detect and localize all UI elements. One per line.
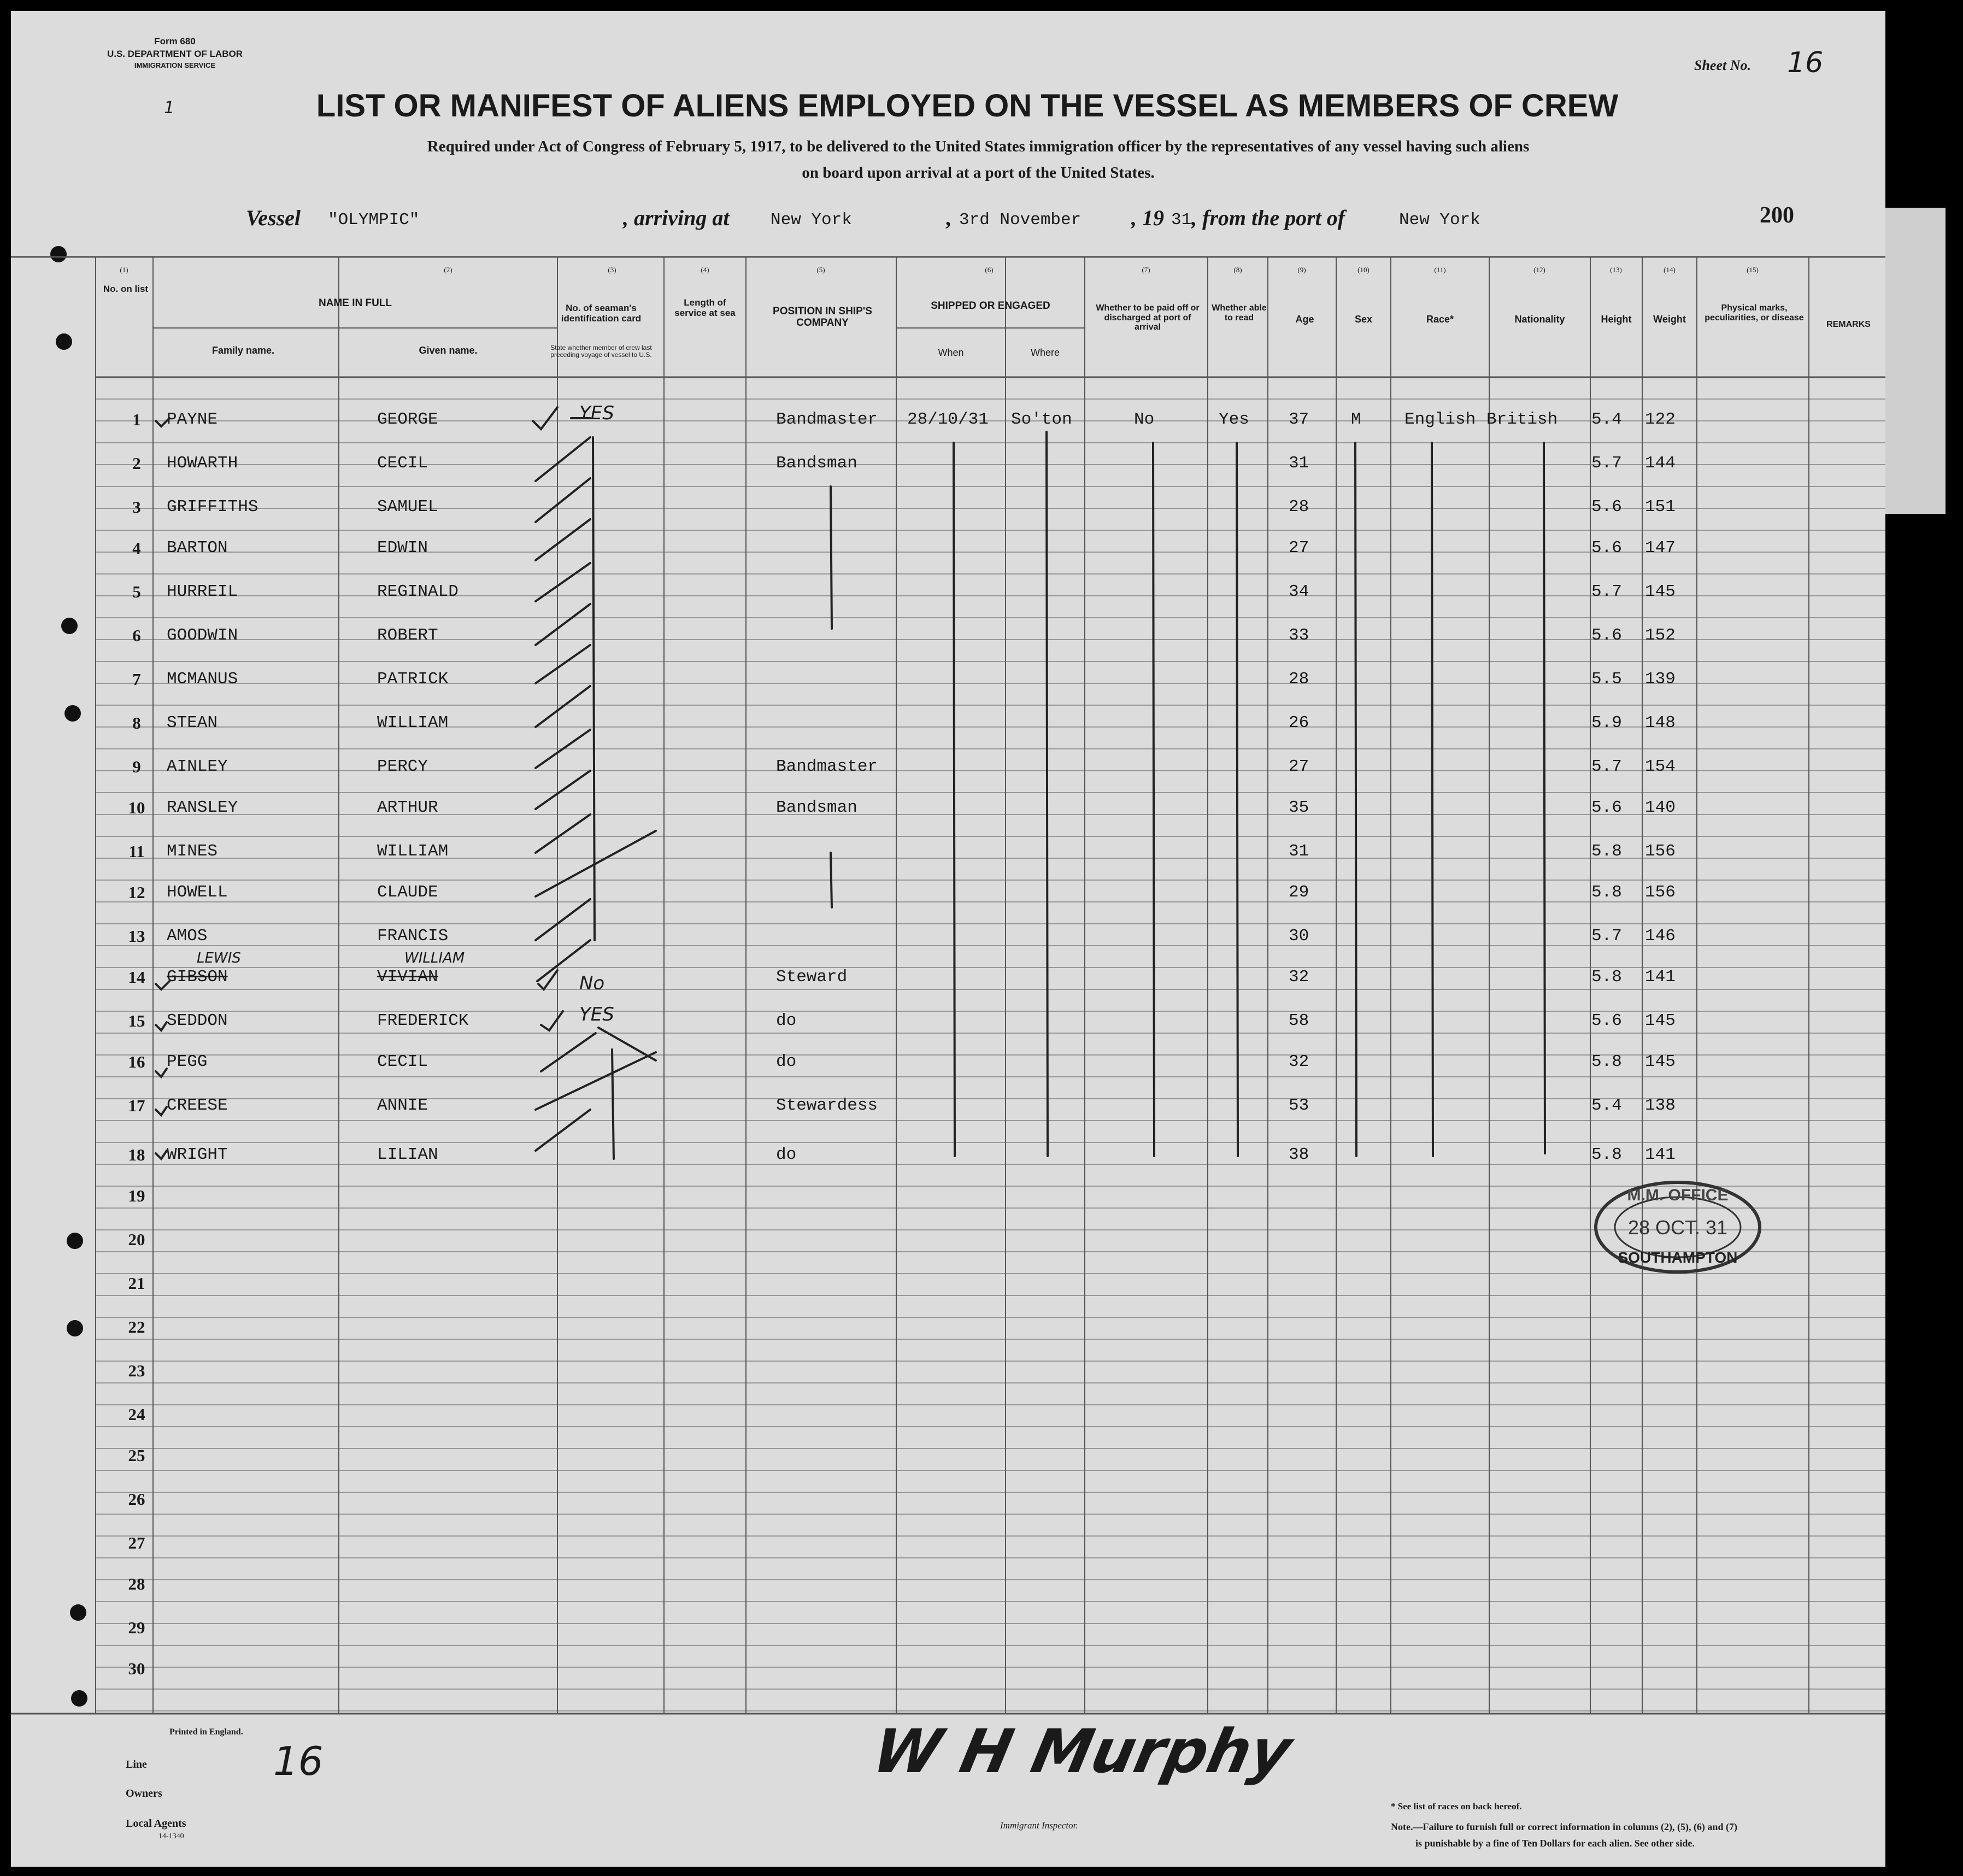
- column-number: (5): [816, 266, 825, 274]
- stamp-top: M.M. OFFICE: [1627, 1186, 1729, 1204]
- cell-read: Yes: [1219, 410, 1249, 429]
- column-number: (13): [1610, 266, 1622, 274]
- row-number: 6: [132, 626, 141, 645]
- sheet-label: Sheet No.: [1694, 57, 1751, 73]
- cell-height: 5.8: [1591, 1052, 1622, 1071]
- stamp-bottom: SOUTHAMPTON: [1618, 1249, 1738, 1266]
- year-suffix: 31: [1171, 210, 1192, 230]
- row-number: 19: [128, 1186, 145, 1205]
- department: U.S. DEPARTMENT OF LABOR: [107, 48, 243, 59]
- cell-weight: 122: [1645, 410, 1676, 429]
- header-id-card: No. of seaman's identification card: [561, 303, 642, 324]
- cell-family: AINLEY: [167, 757, 228, 776]
- cell-age: 31: [1289, 454, 1309, 473]
- cell-given: EDWIN: [377, 538, 428, 558]
- page-title: LIST OR MANIFEST OF ALIENS EMPLOYED ON THE VESSEL AS MEMBERS OF CREW: [316, 88, 1619, 124]
- cell-age: 34: [1289, 582, 1309, 601]
- row-number: 8: [132, 713, 141, 732]
- column-number: (1): [120, 266, 128, 274]
- cell-paid: No: [1134, 410, 1155, 429]
- cell-family: BARTON: [167, 538, 228, 558]
- header-position: POSITION IN SHIP'S COMPANY: [773, 306, 872, 329]
- row-number: 30: [128, 1659, 145, 1678]
- line-label: Line: [126, 1758, 147, 1771]
- cell-height: 5.6: [1591, 798, 1622, 817]
- column-number: (3): [608, 266, 616, 274]
- column-number: (11): [1434, 266, 1446, 274]
- cell-position: Stewardess: [776, 1096, 878, 1115]
- cell-height: 5.7: [1591, 582, 1622, 601]
- cell-weight: 152: [1645, 626, 1676, 645]
- cell-weight: 141: [1645, 968, 1676, 987]
- row-number: 1: [132, 410, 141, 429]
- cell-family: CREESE: [167, 1096, 228, 1115]
- cell-weight: 154: [1645, 757, 1676, 776]
- year-prefix: , 19: [1131, 206, 1164, 230]
- row-number: 20: [128, 1230, 145, 1249]
- column-number: (7): [1142, 266, 1150, 274]
- sheet-number: 16: [1787, 46, 1824, 79]
- cell-position: Bandsman: [776, 454, 857, 473]
- column-number: (10): [1357, 266, 1370, 274]
- stamp-date: 28 OCT. 31: [1627, 1216, 1728, 1239]
- cell-height: 5.7: [1591, 757, 1622, 776]
- cell-height: 5.7: [1591, 454, 1622, 473]
- cell-age: 26: [1289, 713, 1309, 732]
- top-mark: 1: [164, 98, 175, 118]
- cell-height: 5.6: [1591, 1011, 1622, 1030]
- header-shipped: SHIPPED OR ENGAGED: [931, 300, 1050, 312]
- cell-family: SEDDON: [167, 1011, 228, 1030]
- cell-given: FREDERICK: [377, 1011, 469, 1030]
- cell-height: 5.7: [1591, 927, 1622, 946]
- row-number: 28: [128, 1574, 145, 1593]
- cell-age: 28: [1289, 670, 1309, 689]
- cell-sex: M: [1351, 410, 1361, 429]
- cell-height: 5.4: [1591, 410, 1622, 429]
- printed-in: Printed in England.: [169, 1727, 243, 1737]
- paper-tab-edge: [1885, 208, 1946, 514]
- cell-given: CLAUDE: [377, 883, 438, 902]
- fine-note-2: is punishable by a fine of Ten Dollars for each alien. See other side.: [1415, 1838, 1695, 1849]
- column-number: (15): [1747, 266, 1759, 274]
- row-number: 5: [132, 582, 141, 601]
- cell-given: SAMUEL: [377, 497, 438, 517]
- cell-height: 5.6: [1591, 538, 1622, 558]
- cell-position: do: [776, 1052, 797, 1071]
- cell-family: AMOS: [167, 927, 208, 946]
- column-number: (12): [1533, 266, 1545, 274]
- cell-given: REGINALD: [377, 582, 459, 601]
- cell-given: WILLIAM: [377, 713, 449, 732]
- cell-age: 37: [1289, 410, 1309, 429]
- cell-race: English: [1404, 410, 1476, 429]
- cell-family: HOWELL: [167, 883, 228, 902]
- row-number: 21: [128, 1274, 145, 1293]
- row-number: 10: [128, 798, 145, 817]
- cell-family: MCMANUS: [167, 670, 238, 689]
- header-height: Height: [1601, 314, 1632, 325]
- subtitle-line1: Required under Act of Congress of February 5, 1917, to be delivered to the United States immigration officer by the representatives of any vessel having such aliens: [427, 138, 1530, 155]
- header-paid-off: Whether to be paid off or discharged at port of arrival: [1096, 303, 1200, 332]
- cell-family: PEGG: [167, 1052, 208, 1071]
- cell-age: 38: [1289, 1145, 1309, 1164]
- cell-weight: 148: [1645, 713, 1676, 732]
- cell-family: HOWARTH: [167, 454, 238, 473]
- form-number: Form 680: [154, 36, 196, 46]
- cell-given: ROBERT: [377, 626, 438, 645]
- form-code: 14-1340: [158, 1832, 184, 1840]
- row-number: 25: [128, 1446, 145, 1465]
- cell-weight: 140: [1645, 798, 1676, 817]
- arrival-date: 3rd November: [959, 210, 1082, 230]
- column-number: (4): [701, 266, 709, 274]
- cell-family: PAYNE: [167, 410, 218, 429]
- cell-age: 30: [1289, 927, 1309, 946]
- cell-age: 33: [1289, 626, 1309, 645]
- header-family-name: Family name.: [211, 345, 275, 356]
- header-name-in-full: NAME IN FULL: [318, 297, 392, 309]
- header-when: When: [938, 347, 964, 358]
- cell-given: GEORGE: [377, 410, 438, 429]
- vessel-name: "OLYMPIC": [328, 210, 420, 230]
- row-number: 17: [128, 1096, 145, 1115]
- cell-family: GRIFFITHS: [167, 497, 258, 517]
- row-number: 23: [128, 1361, 145, 1380]
- cell-age: 27: [1289, 538, 1309, 558]
- subtitle-line2: on board upon arrival at a port of the United States.: [802, 164, 1155, 181]
- manifest-number: 200: [1760, 203, 1794, 228]
- cell-family: GIBSON: [167, 968, 228, 987]
- row-number: 27: [128, 1533, 145, 1552]
- header-sex: Sex: [1354, 314, 1373, 325]
- header-able-read: Whether able to read: [1212, 303, 1267, 323]
- column-number: (2): [444, 266, 452, 274]
- service: IMMIGRATION SERVICE: [134, 61, 216, 69]
- row-number: 2: [132, 454, 141, 473]
- fine-note-1: Note.—Failure to furnish full or correct information in columns (2), (5), (6) and (7): [1391, 1821, 1737, 1832]
- row-number: 26: [128, 1490, 145, 1509]
- handwritten-line-number: 16: [273, 1738, 324, 1784]
- cell-weight: 144: [1645, 454, 1676, 473]
- cell-age: 35: [1289, 798, 1309, 817]
- row-number: 13: [128, 927, 145, 946]
- header-given-name: Given name.: [419, 345, 478, 356]
- column-number: (9): [1297, 266, 1306, 274]
- cell-height: 5.8: [1591, 1145, 1622, 1164]
- cell-weight: 139: [1645, 670, 1676, 689]
- header-weight: Weight: [1653, 314, 1686, 325]
- cell-position: Steward: [776, 968, 848, 987]
- column-number: (14): [1664, 266, 1676, 274]
- cell-when: 28/10/31: [907, 410, 989, 429]
- cell-age: 28: [1289, 497, 1309, 517]
- cell-position: do: [776, 1145, 797, 1164]
- cell-given: WILLIAM: [377, 842, 449, 861]
- cell-height: 5.9: [1591, 713, 1622, 732]
- column-number: (6): [985, 266, 994, 274]
- from-label: , from the port of: [1191, 206, 1345, 230]
- cell-age: 27: [1289, 757, 1309, 776]
- row-number: 18: [128, 1145, 145, 1164]
- id-handwritten-14: No: [579, 972, 605, 994]
- header-nationality: Nationality: [1514, 314, 1565, 325]
- header-remarks: REMARKS: [1826, 320, 1871, 329]
- arriving-label: , arriving at: [623, 206, 730, 230]
- cell-height: 5.6: [1591, 497, 1622, 517]
- cell-height: 5.8: [1591, 842, 1622, 861]
- cell-family-correction: LEWIS: [197, 950, 241, 966]
- header-where: Where: [1030, 347, 1060, 358]
- office-stamp: [1590, 1175, 1765, 1279]
- inspector-signature: W H Murphy: [867, 1716, 1298, 1786]
- cell-given: ARTHUR: [377, 798, 438, 817]
- cell-family: MINES: [167, 842, 218, 861]
- cell-weight: 138: [1645, 1096, 1676, 1115]
- header-race: Race*: [1426, 314, 1454, 325]
- row-number: 29: [128, 1618, 145, 1637]
- cell-weight: 145: [1645, 1052, 1676, 1071]
- cell-nationality: British: [1486, 410, 1558, 429]
- cell-weight: 151: [1645, 497, 1676, 517]
- cell-weight: 156: [1645, 842, 1676, 861]
- cell-family: GOODWIN: [167, 626, 238, 645]
- cell-given: CECIL: [377, 454, 428, 473]
- header-id-note: State whether member of crew last preceding voyage of vessel to U.S.: [550, 344, 652, 359]
- row-number: 3: [132, 497, 141, 517]
- vessel-label: Vessel: [246, 206, 301, 230]
- owners-label: Owners: [126, 1787, 162, 1799]
- from-port: New York: [1399, 210, 1480, 230]
- cell-position: Bandsman: [776, 798, 857, 817]
- cell-family: STEAN: [167, 713, 218, 732]
- cell-given: VIVIAN: [377, 968, 438, 987]
- cell-age: 31: [1289, 842, 1309, 861]
- cell-given-correction: WILLIAM: [404, 950, 465, 966]
- cell-family: WRIGHT: [167, 1145, 228, 1164]
- cell-given: PATRICK: [377, 670, 449, 689]
- row-number: 15: [128, 1011, 145, 1030]
- header-physical: Physical marks, peculiarities, or disease: [1705, 303, 1804, 323]
- cell-family: HURREIL: [167, 582, 238, 601]
- cell-height: 5.5: [1591, 670, 1622, 689]
- header-length-service: Length of service at sea: [674, 297, 736, 318]
- handwritten-marks: [11, 11, 1885, 1867]
- cell-weight: 141: [1645, 1145, 1676, 1164]
- manifest-sheet: Form 680 U.S. DEPARTMENT OF LABOR IMMIGRATION SERVICE 1 Sheet No. 16 LIST OR MANIFEST OF ALIENS EMPLOYED ON THE VESSEL AS MEMBERS OF CREW Required under Act of Congress of February 5, 1917, to be delivered to the United States immigration officer by the representatives of any vessel having such aliens on board upon arrival at a port of the United States. Vessel "OLYMPIC" , arriving at New York , 3rd November , 19 31 , from the port of New York 200 (1) (2) (3) (4) (5) (6) (7) (8) (9) (10) (11) (12) (13) (14) (15) No. on list NAME IN FULL Family name. Given name. No. of seaman's identification card State whether member of crew last preceding voyage of vessel to U.S. Length of service at sea POSITION IN SHIP'S COMPANY SHIPPED OR ENGAGED When Where Whether to be paid off or discharged at port of arrival Whether able to read Age Sex Race* Nationality Height Weight Physical marks, peculiarities, or disease REMARKS 1 PAYNE GEORGE YES Bandmaster 28/10/31 So'ton No Yes 37 M English British 5.4 122 2 HOWARTH CECIL Bandsman 31 5.7 144 3 GRIFFITHS SAMUEL 28 5.6 151 4 BARTON EDWIN 27 5.6 147 5 HURREIL REGINALD 34 5.7 145 6 GOODWIN ROBERT 33 5.6 152 7 MCMANUS PATRICK 28 5.5 139 8 STEAN WILLIAM 26 5.9 148 9 AINLEY PERCY Bandmaster 27 5.7 154 10 RANSLEY ARTHUR Bandsman 35 5.6 140 11 MINES WILLIAM 31 5.8 156 12 HOWELL CLAUDE 29 5.8 156 13 AMOS FRANCIS 30 5.7 146 14 GIBSON VIVIAN Steward 32 5.8 141 LEWIS WILLIAM 15 SEDDON FREDERICK YES do 58 5.6 145 16 PEGG CECIL do 32 5.8 145 17 CREESE ANNIE Stewardess 53 5.4 138 18 WRIGHT LILIAN do 38 5.8 141 19 20 21 22 23 24 25 26 27 28 29 30 No M.M. OFFICE 28 OCT. 31 SOUTHAMPTON Printed in England. Line Owners Local Agents 14-1340 16 W H Murphy Immigrant Inspector. * See list of races on back hereof. Note.—Failure to furnish full or correct information in columns (2), (5), (6) and (7) is punishable by a fine of Ten Dollars for each alien. See other side.: [11, 11, 1885, 1867]
- row-number: 4: [132, 538, 141, 558]
- cell-position: Bandmaster: [776, 757, 878, 776]
- cell-given: FRANCIS: [377, 927, 449, 946]
- cell-weight: 145: [1645, 1011, 1676, 1030]
- cell-position: do: [776, 1011, 797, 1030]
- agents-label: Local Agents: [126, 1818, 186, 1830]
- header-age: Age: [1295, 314, 1314, 325]
- cell-height: 5.8: [1591, 883, 1622, 902]
- row-number: 9: [132, 757, 141, 776]
- cell-given: PERCY: [377, 757, 428, 776]
- cell-height: 5.8: [1591, 968, 1622, 987]
- row-number: 12: [128, 883, 145, 902]
- cell-where: So'ton: [1011, 410, 1072, 429]
- cell-weight: 156: [1645, 883, 1676, 902]
- row-number: 7: [132, 670, 141, 689]
- cell-age: 53: [1289, 1096, 1309, 1115]
- cell-age: 32: [1289, 968, 1309, 987]
- cell-weight: 145: [1645, 582, 1676, 601]
- column-number: (8): [1233, 266, 1242, 274]
- cell-position: Bandmaster: [776, 410, 878, 429]
- arriving-port: New York: [771, 210, 852, 230]
- cell-family: RANSLEY: [167, 798, 238, 817]
- cell-age: 58: [1289, 1011, 1309, 1030]
- cell-given: ANNIE: [377, 1096, 428, 1115]
- cell-weight: 146: [1645, 927, 1676, 946]
- cell-id: YES: [579, 402, 614, 424]
- row-number: 24: [128, 1405, 145, 1424]
- row-number: 14: [128, 968, 145, 987]
- row-number: 22: [128, 1317, 145, 1336]
- row-number: 16: [128, 1052, 145, 1071]
- cell-age: 32: [1289, 1052, 1309, 1071]
- cell-height: 5.4: [1591, 1096, 1622, 1115]
- cell-weight: 147: [1645, 538, 1676, 558]
- cell-given: LILIAN: [377, 1145, 438, 1164]
- inspector-label: Immigrant Inspector.: [1000, 1820, 1078, 1831]
- cell-height: 5.6: [1591, 626, 1622, 645]
- row-number: 11: [128, 842, 145, 861]
- header-no-on-list: No. on list: [103, 284, 149, 294]
- cell-id: YES: [579, 1004, 614, 1025]
- cell-given: CECIL: [377, 1052, 428, 1071]
- races-note: * See list of races on back hereof.: [1391, 1801, 1522, 1811]
- cell-age: 29: [1289, 883, 1309, 902]
